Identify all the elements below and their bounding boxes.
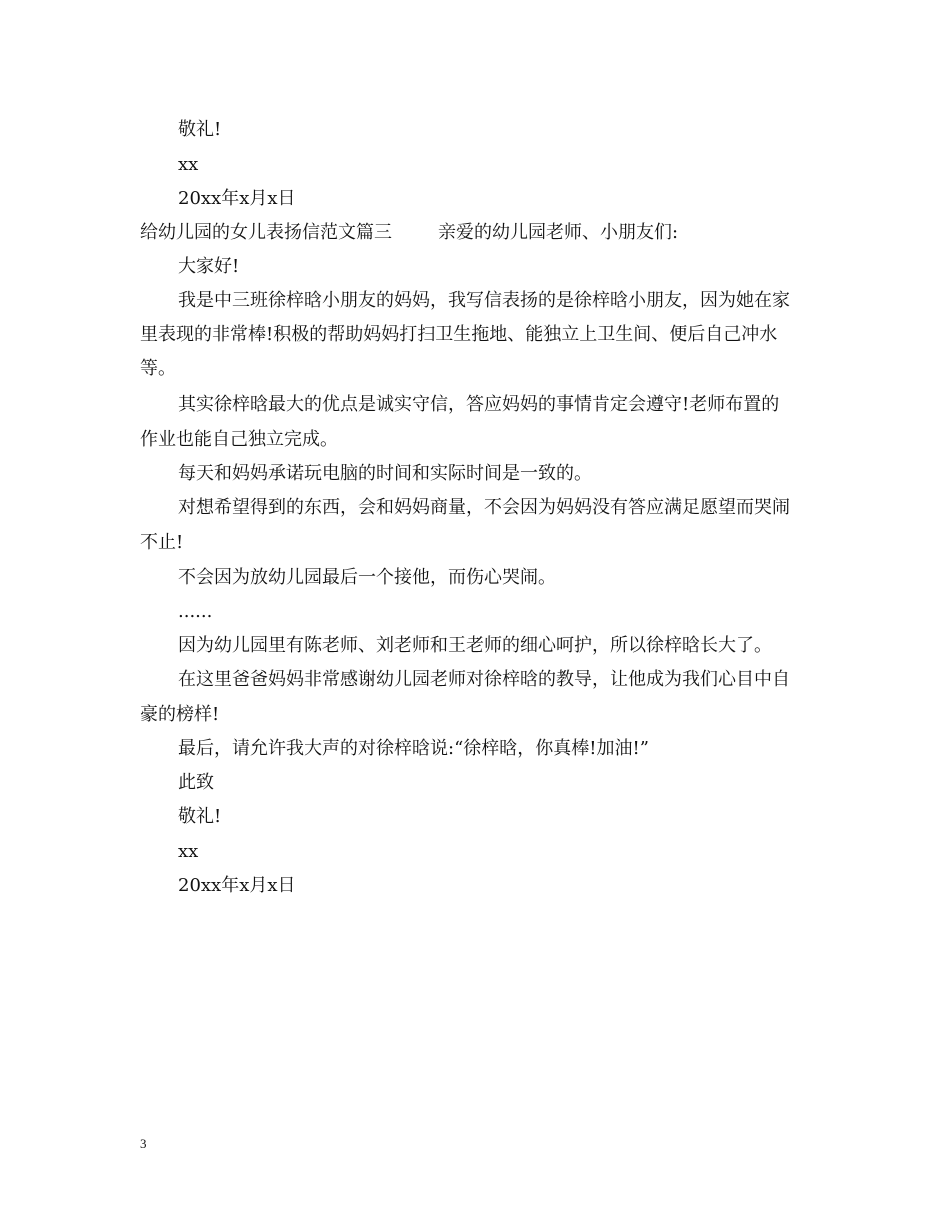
body-line: 里表现的非常棒!积极的帮助妈妈打扫卫生拖地、能独立上卫生间、便后自己冲水 (140, 324, 778, 345)
letter-salutation: 亲爱的幼儿园老师、小朋友们: (438, 222, 679, 243)
closing-salute: 敬礼! (178, 119, 222, 140)
closing-phrase: 此致 (178, 772, 214, 793)
body-line: 我是中三班徐梓晗小朋友的妈妈，我写信表扬的是徐梓晗小朋友，因为她在家 (178, 290, 790, 311)
closing-date: 20xx年x月x日 (178, 875, 296, 896)
ellipsis-line: ...... (178, 601, 213, 622)
body-line: 不会因为放幼儿园最后一个接他，而伤心哭闹。 (178, 567, 556, 588)
page-number: 3 (140, 1136, 147, 1151)
closing-signature: xx (178, 154, 199, 175)
body-line: 作业也能自己独立完成。 (140, 429, 338, 450)
closing-signature: xx (178, 841, 199, 862)
body-line: 在这里爸爸妈妈非常感谢幼儿园老师对徐梓晗的教导，让他成为我们心目中自 (178, 669, 790, 690)
body-line: 最后，请允许我大声的对徐梓晗说:“徐梓晗，你真棒!加油!” (178, 738, 649, 759)
body-line: 因为幼儿园里有陈老师、刘老师和王老师的细心呵护，所以徐梓晗长大了。 (178, 635, 772, 656)
body-line: 等。 (140, 358, 176, 379)
body-line: 豪的榜样! (140, 704, 220, 725)
closing-salute: 敬礼! (178, 806, 222, 827)
body-line: 不止! (140, 532, 184, 553)
body-line: 对想希望得到的东西，会和妈妈商量，不会因为妈妈没有答应满足愿望而哭闹 (178, 497, 790, 518)
body-line: 每天和妈妈承诺玩电脑的时间和实际时间是一致的。 (178, 463, 592, 484)
article-heading: 给幼儿园的女儿表扬信范文篇三 (140, 222, 392, 243)
greeting-line: 大家好! (178, 256, 240, 277)
body-line: 其实徐梓晗最大的优点是诚实守信，答应妈妈的事情肯定会遵守!老师布置的 (178, 394, 780, 415)
closing-date: 20xx年x月x日 (178, 188, 296, 209)
